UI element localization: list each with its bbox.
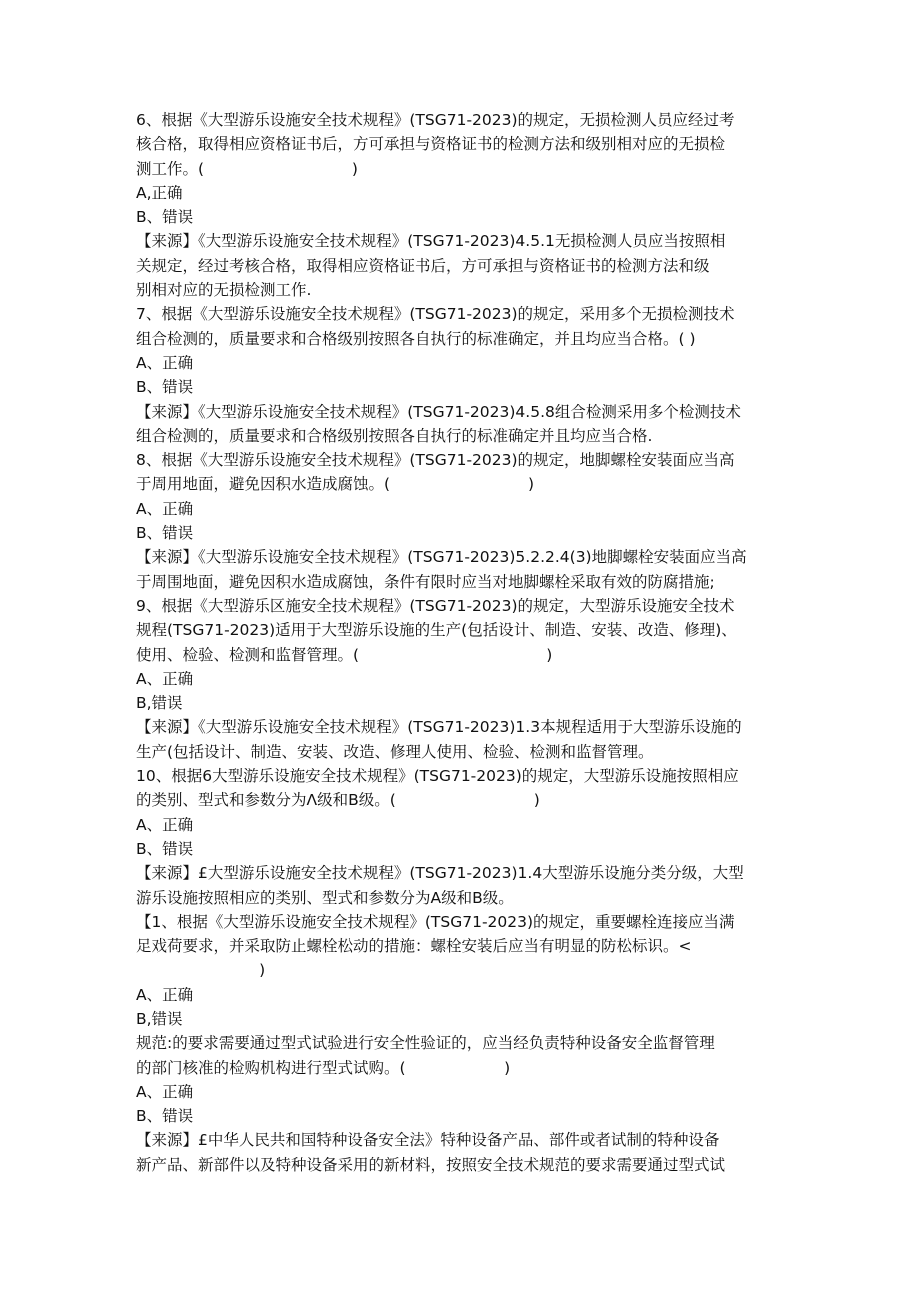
- q9-line-2: 规程(TSG71-2023)适用于大型游乐设施的生产(包括设计、制造、安装、改造、修理)、: [136, 621, 737, 640]
- q7-line-1: 7、根据《大型游乐设施安全技术规程》(TSG71-2023)的规定，采用多个无损检测技术: [136, 305, 735, 324]
- q6-source-2: 关规定，经过考核合格，取得相应资格证书后，方可承担与资格证书的检测方法和级: [136, 256, 710, 275]
- q10-line-1: 10、根据6大型游乐设施安全技术规程》(TSG71-2023)的规定，大型游乐设施按照相应: [136, 767, 739, 786]
- q6-source-3: 别相对应的无损检测工作.: [136, 281, 312, 300]
- q7-source-1: 【来源】《大型游乐设施安全技术规程》(TSG71-2023)4.5.8组合检测采用多个检测技术: [136, 402, 741, 421]
- q12-option-b: B、错误: [136, 1107, 194, 1126]
- q11-line-1: 【1、根据《大型游乐设施安全技术规程》(TSG71-2023)的规定，重要螺栓连接应当满: [136, 912, 735, 931]
- q8-source-2: 于周围地面，避免因积水造成腐蚀，条件有限时应当对地脚螺栓采取有效的防腐措施;: [136, 572, 715, 591]
- q8-line-2: 于周用地面，避免因积水造成腐蚀。( ): [136, 475, 535, 494]
- q6-option-a: A,正确: [136, 183, 183, 202]
- q6-source-1: 【来源】《大型游乐设施安全技术规程》(TSG71-2023)4.5.1无损检测人员应当按照相: [136, 232, 726, 251]
- q8-line-1: 8、根据《大型游乐设施安全技术规程》(TSG71-2023)的规定，地脚螺栓安装面应当高: [136, 451, 735, 470]
- q11-line-2: 足戏荷要求，并采取防止螺栓松动的措施：螺栓安装后应当有明显的防松标识。<: [136, 937, 692, 956]
- q6-option-b: B、错误: [136, 208, 194, 227]
- q10-source-1: 【来源】£大型游乐设施安全技术规程》(TSG71-2023)1.4大型游乐设施分类分级，大型: [136, 864, 744, 883]
- q6-line-1: 6、根据《大型游乐设施安全技术规程》(TSG71-2023)的规定，无损检测人员应经过考: [136, 111, 735, 129]
- q7-option-a: A、正确: [136, 353, 194, 372]
- q7-source-2: 组合检测的，质量要求和合格级别按照各自执行的标准确定并且均应当合格.: [136, 426, 653, 445]
- q7-option-b: B、错误: [136, 378, 194, 397]
- q12-line-2: 的部门核准的检购机构进行型式试购。( ): [136, 1058, 511, 1077]
- q7-line-2: 组合检测的，质量要求和合格级别按照各自执行的标准确定，并且均应当合格。( ): [136, 329, 696, 348]
- q12-line-1: 规范:的要求需要通过型式试验进行安全性验证的，应当经负责特种设备安全监督管理: [136, 1034, 715, 1053]
- q10-option-a: A、正确: [136, 815, 194, 834]
- q6-line-2: 核合格，取得相应资格证书后，方可承担与资格证书的检测方法和级别相对应的无损检: [136, 135, 726, 154]
- q11-line-3: ): [136, 961, 266, 980]
- q9-option-b: B,错误: [136, 694, 183, 713]
- q11-option-b: B,错误: [136, 1009, 183, 1028]
- q10-line-2: 的类别、型式和参数分为Λ级和B级。( ): [136, 791, 540, 810]
- q9-line-3: 使用、检验、检测和监督管理。( ): [136, 645, 553, 664]
- q12-source-2: 新产品、新部件以及特种设备采用的新材料，按照安全技术规范的要求需要通过型式试: [136, 1155, 726, 1174]
- q12-source-1: 【来源】£中华人民共和国特种设备安全法》特种设备产品、部件或者试制的特种设备: [136, 1131, 720, 1150]
- q8-source-1: 【来源】《大型游乐设施安全技术规程》(TSG71-2023)5.2.2.4(3)地脚螺栓安装面应当高: [136, 548, 747, 567]
- q8-option-b: B、错误: [136, 524, 194, 543]
- q6-line-3: 测工作。( ): [136, 159, 358, 178]
- q8-option-a: A、正确: [136, 499, 194, 518]
- q12-option-a: A、正确: [136, 1082, 194, 1101]
- q10-source-2: 游乐设施按照相应的类别、型式和参数分为A级和B级。: [136, 888, 514, 907]
- q9-source-2: 生产(包括设计、制造、安装、改造、修理人使用、检验、检测和监督管理。: [136, 742, 654, 761]
- q9-line-1: 9、根据《大型游乐区施安全技术规程》(TSG71-2023)的规定，大型游乐设施安全技术: [136, 596, 735, 615]
- q11-option-a: A、正确: [136, 985, 194, 1004]
- q9-source-1: 【来源】《大型游乐设施安全技术规程》(TSG71-2023)1.3本规程适用于大型游乐设施的: [136, 718, 742, 737]
- q9-option-a: A、正确: [136, 669, 194, 688]
- document-body: [136, 108, 786, 1177]
- q10-option-b: B、错误: [136, 839, 194, 858]
